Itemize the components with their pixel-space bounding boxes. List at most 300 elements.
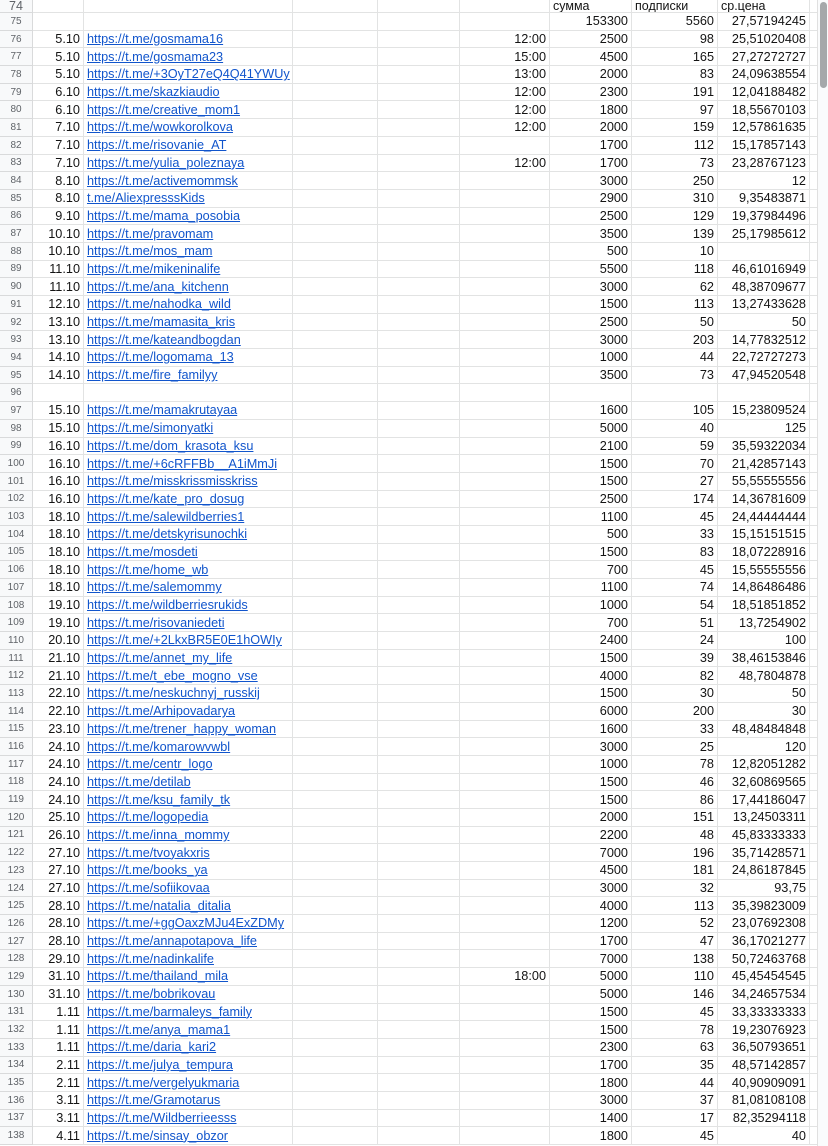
time-cell[interactable] — [460, 438, 550, 456]
subs-cell[interactable]: 98 — [632, 31, 718, 49]
row-header[interactable]: 114 — [0, 703, 33, 721]
url-cell[interactable] — [84, 614, 293, 632]
url-cell[interactable] — [84, 897, 293, 915]
row-header[interactable]: 100 — [0, 455, 33, 473]
row-header[interactable]: 90 — [0, 278, 33, 296]
date-cell[interactable]: 5.10 — [33, 66, 84, 84]
date-cell[interactable]: 6.10 — [33, 84, 84, 102]
empty-cell[interactable] — [293, 950, 378, 968]
empty-cell[interactable] — [378, 862, 460, 880]
subs-cell[interactable]: 44 — [632, 349, 718, 367]
time-cell[interactable] — [460, 986, 550, 1004]
sum-cell[interactable]: 1600 — [550, 721, 632, 739]
empty-cell[interactable] — [293, 420, 378, 438]
subs-cell[interactable]: 40 — [632, 420, 718, 438]
time-cell[interactable] — [460, 862, 550, 880]
empty-cell[interactable] — [378, 48, 460, 66]
url-cell[interactable] — [84, 420, 293, 438]
row-header[interactable]: 78 — [0, 66, 33, 84]
sum-cell[interactable]: 3500 — [550, 367, 632, 385]
time-cell[interactable]: 12:00 — [460, 155, 550, 173]
empty-cell[interactable] — [378, 243, 460, 261]
date-cell[interactable]: 9.10 — [33, 208, 84, 226]
empty-cell[interactable] — [378, 544, 460, 562]
date-cell[interactable] — [33, 384, 84, 402]
empty-cell[interactable] — [293, 1074, 378, 1092]
empty-cell[interactable] — [293, 774, 378, 792]
sum-cell[interactable]: 1500 — [550, 544, 632, 562]
empty-cell[interactable] — [293, 561, 378, 579]
url-cell[interactable] — [84, 774, 293, 792]
empty-cell[interactable] — [293, 632, 378, 650]
url-cell[interactable] — [84, 968, 293, 986]
url-cell[interactable] — [84, 84, 293, 102]
sum-cell[interactable]: 3000 — [550, 331, 632, 349]
subs-cell[interactable]: 48 — [632, 827, 718, 845]
empty-cell[interactable] — [293, 579, 378, 597]
price-cell[interactable]: 34,24657534 — [718, 986, 810, 1004]
date-cell[interactable]: 5.10 — [33, 48, 84, 66]
channel-link[interactable]: https://t.me/+6cRFFBb__A1iMmJi — [87, 456, 278, 471]
empty-cell[interactable] — [293, 597, 378, 615]
row-header[interactable]: 137 — [0, 1110, 33, 1128]
subs-cell[interactable]: 63 — [632, 1039, 718, 1057]
sum-cell[interactable]: 1200 — [550, 915, 632, 933]
empty-cell[interactable] — [293, 101, 378, 119]
subs-cell[interactable]: 78 — [632, 756, 718, 774]
date-cell[interactable]: 28.10 — [33, 933, 84, 951]
subs-cell[interactable]: 45 — [632, 508, 718, 526]
row-header[interactable]: 111 — [0, 650, 33, 668]
sum-cell[interactable]: 3000 — [550, 880, 632, 898]
sum-cell[interactable]: 5500 — [550, 261, 632, 279]
subs-cell[interactable]: 174 — [632, 491, 718, 509]
url-cell[interactable] — [84, 331, 293, 349]
price-cell[interactable]: 100 — [718, 632, 810, 650]
url-cell[interactable] — [84, 0, 293, 13]
channel-link[interactable]: https://t.me/neskuchnyj_russkij — [87, 686, 260, 701]
empty-cell[interactable] — [293, 208, 378, 226]
row-header[interactable]: 133 — [0, 1039, 33, 1057]
sum-cell[interactable]: 2000 — [550, 119, 632, 137]
empty-cell[interactable] — [378, 685, 460, 703]
subs-cell[interactable]: 73 — [632, 367, 718, 385]
subs-cell[interactable]: 37 — [632, 1092, 718, 1110]
time-cell[interactable] — [460, 278, 550, 296]
price-cell[interactable]: 13,7254902 — [718, 614, 810, 632]
time-cell[interactable]: 12:00 — [460, 84, 550, 102]
sum-cell[interactable]: 1000 — [550, 349, 632, 367]
sum-cell[interactable]: 1100 — [550, 579, 632, 597]
date-cell[interactable]: 2.11 — [33, 1057, 84, 1075]
sum-cell[interactable]: 1400 — [550, 1110, 632, 1128]
price-cell[interactable]: ср.цена — [718, 0, 810, 13]
price-cell[interactable]: 36,50793651 — [718, 1039, 810, 1057]
empty-cell[interactable] — [378, 721, 460, 739]
time-cell[interactable] — [460, 544, 550, 562]
row-header[interactable]: 131 — [0, 1004, 33, 1022]
channel-link[interactable]: https://t.me/salewildberries1 — [87, 509, 245, 524]
subs-cell[interactable]: 25 — [632, 738, 718, 756]
channel-link[interactable]: https://t.me/trener_happy_woman — [87, 721, 277, 736]
empty-cell[interactable] — [378, 986, 460, 1004]
empty-cell[interactable] — [293, 314, 378, 332]
row-header[interactable]: 124 — [0, 880, 33, 898]
empty-cell[interactable] — [378, 1021, 460, 1039]
time-cell[interactable] — [460, 331, 550, 349]
empty-cell[interactable] — [378, 1127, 460, 1145]
sum-cell[interactable]: 2500 — [550, 491, 632, 509]
price-cell[interactable]: 9,35483871 — [718, 190, 810, 208]
empty-cell[interactable] — [293, 844, 378, 862]
sum-cell[interactable]: 2000 — [550, 66, 632, 84]
row-header[interactable]: 120 — [0, 809, 33, 827]
subs-cell[interactable]: 45 — [632, 1004, 718, 1022]
channel-link[interactable]: https://t.me/+3OyT27eQ4Q41YWUy — [87, 67, 290, 82]
price-cell[interactable]: 19,23076923 — [718, 1021, 810, 1039]
empty-cell[interactable] — [378, 473, 460, 491]
subs-cell[interactable]: 33 — [632, 526, 718, 544]
empty-cell[interactable] — [378, 614, 460, 632]
date-cell[interactable]: 7.10 — [33, 155, 84, 173]
empty-cell[interactable] — [378, 314, 460, 332]
time-cell[interactable] — [460, 791, 550, 809]
price-cell[interactable]: 24,44444444 — [718, 508, 810, 526]
row-header[interactable]: 97 — [0, 402, 33, 420]
url-cell[interactable] — [84, 243, 293, 261]
time-cell[interactable] — [460, 455, 550, 473]
empty-cell[interactable] — [378, 137, 460, 155]
channel-link[interactable]: https://t.me/mos_mam — [87, 244, 213, 259]
url-cell[interactable] — [84, 986, 293, 1004]
empty-cell[interactable] — [378, 844, 460, 862]
time-cell[interactable] — [460, 844, 550, 862]
time-cell[interactable] — [460, 349, 550, 367]
row-header[interactable]: 128 — [0, 950, 33, 968]
price-cell[interactable]: 50,72463768 — [718, 950, 810, 968]
time-cell[interactable]: 13:00 — [460, 66, 550, 84]
row-header[interactable]: 91 — [0, 296, 33, 314]
empty-cell[interactable] — [293, 172, 378, 190]
url-cell[interactable] — [84, 119, 293, 137]
channel-link[interactable]: https://t.me/natalia_ditalia — [87, 898, 231, 913]
subs-cell[interactable]: 191 — [632, 84, 718, 102]
empty-cell[interactable] — [378, 155, 460, 173]
time-cell[interactable]: 12:00 — [460, 101, 550, 119]
subs-cell[interactable]: 10 — [632, 243, 718, 261]
empty-cell[interactable] — [293, 48, 378, 66]
empty-cell[interactable] — [293, 278, 378, 296]
time-cell[interactable] — [460, 13, 550, 31]
empty-cell[interactable] — [293, 862, 378, 880]
time-cell[interactable] — [460, 897, 550, 915]
sum-cell[interactable]: 1800 — [550, 1074, 632, 1092]
row-header[interactable]: 84 — [0, 172, 33, 190]
empty-cell[interactable] — [293, 721, 378, 739]
time-cell[interactable] — [460, 579, 550, 597]
subs-cell[interactable]: 33 — [632, 721, 718, 739]
channel-link[interactable]: https://t.me/annet_my_life — [87, 651, 233, 666]
price-cell[interactable]: 12,57861635 — [718, 119, 810, 137]
url-cell[interactable] — [84, 827, 293, 845]
row-header[interactable]: 87 — [0, 225, 33, 243]
channel-link[interactable]: https://t.me/simonyatki — [87, 421, 214, 436]
date-cell[interactable]: 18.10 — [33, 526, 84, 544]
date-cell[interactable]: 1.11 — [33, 1039, 84, 1057]
empty-cell[interactable] — [293, 155, 378, 173]
channel-link[interactable]: https://t.me/mosdeti — [87, 544, 198, 559]
subs-cell[interactable]: 74 — [632, 579, 718, 597]
time-cell[interactable] — [460, 384, 550, 402]
row-header[interactable]: 121 — [0, 827, 33, 845]
price-cell[interactable]: 27,27272727 — [718, 48, 810, 66]
subs-cell[interactable]: 165 — [632, 48, 718, 66]
date-cell[interactable]: 31.10 — [33, 986, 84, 1004]
url-cell[interactable] — [84, 438, 293, 456]
time-cell[interactable] — [460, 367, 550, 385]
sum-cell[interactable]: 5000 — [550, 968, 632, 986]
empty-cell[interactable] — [378, 172, 460, 190]
date-cell[interactable]: 5.10 — [33, 31, 84, 49]
channel-link[interactable]: https://t.me/misskrissmisskriss — [87, 474, 258, 489]
date-cell[interactable]: 22.10 — [33, 703, 84, 721]
time-cell[interactable] — [460, 1004, 550, 1022]
subs-cell[interactable]: 62 — [632, 278, 718, 296]
channel-link[interactable]: https://t.me/mamasita_kris — [87, 315, 236, 330]
row-header[interactable]: 83 — [0, 155, 33, 173]
empty-cell[interactable] — [378, 31, 460, 49]
sum-cell[interactable]: 2900 — [550, 190, 632, 208]
url-cell[interactable] — [84, 756, 293, 774]
row-header[interactable]: 123 — [0, 862, 33, 880]
date-cell[interactable]: 18.10 — [33, 579, 84, 597]
row-header[interactable]: 109 — [0, 614, 33, 632]
time-cell[interactable] — [460, 632, 550, 650]
sum-cell[interactable]: 1000 — [550, 756, 632, 774]
sum-cell[interactable]: 3000 — [550, 172, 632, 190]
row-header[interactable]: 99 — [0, 438, 33, 456]
empty-cell[interactable] — [378, 703, 460, 721]
price-cell[interactable]: 40,90909091 — [718, 1074, 810, 1092]
empty-cell[interactable] — [293, 1110, 378, 1128]
url-cell[interactable] — [84, 1021, 293, 1039]
subs-cell[interactable]: 83 — [632, 544, 718, 562]
empty-cell[interactable] — [378, 278, 460, 296]
subs-cell[interactable]: 113 — [632, 296, 718, 314]
price-cell[interactable]: 23,28767123 — [718, 155, 810, 173]
time-cell[interactable] — [460, 1092, 550, 1110]
channel-link[interactable]: https://t.me/salemommy — [87, 580, 222, 595]
sum-cell[interactable]: 1700 — [550, 933, 632, 951]
empty-cell[interactable] — [293, 526, 378, 544]
row-header[interactable]: 107 — [0, 579, 33, 597]
price-cell[interactable]: 45,83333333 — [718, 827, 810, 845]
subs-cell[interactable] — [632, 384, 718, 402]
price-cell[interactable]: 35,59322034 — [718, 438, 810, 456]
date-cell[interactable]: 4.11 — [33, 1127, 84, 1145]
row-header[interactable]: 122 — [0, 844, 33, 862]
date-cell[interactable]: 19.10 — [33, 597, 84, 615]
row-header[interactable]: 79 — [0, 84, 33, 102]
date-cell[interactable]: 22.10 — [33, 685, 84, 703]
channel-link[interactable]: https://t.me/tvoyakxris — [87, 845, 210, 860]
time-cell[interactable] — [460, 915, 550, 933]
empty-cell[interactable] — [293, 1004, 378, 1022]
date-cell[interactable]: 7.10 — [33, 119, 84, 137]
sum-cell[interactable]: 3000 — [550, 738, 632, 756]
date-cell[interactable]: 18.10 — [33, 508, 84, 526]
date-cell[interactable]: 28.10 — [33, 915, 84, 933]
price-cell[interactable]: 15,23809524 — [718, 402, 810, 420]
channel-link[interactable]: https://t.me/ksu_family_tk — [87, 792, 231, 807]
empty-cell[interactable] — [293, 1039, 378, 1057]
subs-cell[interactable]: 35 — [632, 1057, 718, 1075]
empty-cell[interactable] — [293, 1057, 378, 1075]
empty-cell[interactable] — [378, 667, 460, 685]
sum-cell[interactable]: 1800 — [550, 1127, 632, 1145]
time-cell[interactable] — [460, 208, 550, 226]
subs-cell[interactable]: 138 — [632, 950, 718, 968]
date-cell[interactable]: 3.11 — [33, 1110, 84, 1128]
empty-cell[interactable] — [293, 491, 378, 509]
url-cell[interactable] — [84, 208, 293, 226]
sum-cell[interactable]: 3500 — [550, 225, 632, 243]
row-header[interactable]: 96 — [0, 384, 33, 402]
empty-cell[interactable] — [293, 137, 378, 155]
url-cell[interactable] — [84, 1092, 293, 1110]
price-cell[interactable] — [718, 384, 810, 402]
time-cell[interactable] — [460, 809, 550, 827]
row-header[interactable]: 75 — [0, 13, 33, 31]
empty-cell[interactable] — [378, 491, 460, 509]
subs-cell[interactable]: 70 — [632, 455, 718, 473]
channel-link[interactable]: https://t.me/pravomam — [87, 226, 214, 241]
date-cell[interactable]: 27.10 — [33, 862, 84, 880]
empty-cell[interactable] — [378, 880, 460, 898]
empty-cell[interactable] — [293, 508, 378, 526]
date-cell[interactable]: 23.10 — [33, 721, 84, 739]
subs-cell[interactable]: 50 — [632, 314, 718, 332]
empty-cell[interactable] — [378, 1004, 460, 1022]
url-cell[interactable] — [84, 738, 293, 756]
empty-cell[interactable] — [293, 1127, 378, 1145]
date-cell[interactable]: 25.10 — [33, 809, 84, 827]
empty-cell[interactable] — [378, 0, 460, 13]
channel-link[interactable]: https://t.me/home_wb — [87, 562, 209, 577]
date-cell[interactable]: 6.10 — [33, 101, 84, 119]
price-cell[interactable]: 12 — [718, 172, 810, 190]
channel-link[interactable]: https://t.me/daria_kari2 — [87, 1040, 217, 1055]
time-cell[interactable] — [460, 491, 550, 509]
row-header[interactable]: 135 — [0, 1074, 33, 1092]
time-cell[interactable] — [460, 950, 550, 968]
channel-link[interactable]: https://t.me/detilab — [87, 774, 191, 789]
url-cell[interactable] — [84, 508, 293, 526]
row-header[interactable]: 88 — [0, 243, 33, 261]
price-cell[interactable]: 24,86187845 — [718, 862, 810, 880]
date-cell[interactable]: 29.10 — [33, 950, 84, 968]
price-cell[interactable]: 12,82051282 — [718, 756, 810, 774]
date-cell[interactable]: 2.11 — [33, 1074, 84, 1092]
price-cell[interactable]: 93,75 — [718, 880, 810, 898]
channel-link[interactable]: https://t.me/detskyrisunochki — [87, 527, 248, 542]
price-cell[interactable]: 18,51851852 — [718, 597, 810, 615]
channel-link[interactable]: https://t.me/mikeninalife — [87, 261, 221, 276]
subs-cell[interactable]: 47 — [632, 933, 718, 951]
url-cell[interactable] — [84, 1039, 293, 1057]
row-header[interactable]: 101 — [0, 473, 33, 491]
empty-cell[interactable] — [378, 738, 460, 756]
subs-cell[interactable]: 24 — [632, 632, 718, 650]
empty-cell[interactable] — [378, 101, 460, 119]
time-cell[interactable] — [460, 243, 550, 261]
sum-cell[interactable]: 1500 — [550, 774, 632, 792]
empty-cell[interactable] — [378, 66, 460, 84]
subs-cell[interactable]: 45 — [632, 561, 718, 579]
empty-cell[interactable] — [378, 526, 460, 544]
url-cell[interactable] — [84, 491, 293, 509]
subs-cell[interactable]: 44 — [632, 1074, 718, 1092]
row-header[interactable]: 82 — [0, 137, 33, 155]
subs-cell[interactable]: 46 — [632, 774, 718, 792]
url-cell[interactable] — [84, 402, 293, 420]
empty-cell[interactable] — [293, 243, 378, 261]
sum-cell[interactable]: 2300 — [550, 84, 632, 102]
sum-cell[interactable]: 1500 — [550, 1004, 632, 1022]
channel-link[interactable]: https://t.me/creative_mom1 — [87, 102, 241, 117]
date-cell[interactable]: 16.10 — [33, 455, 84, 473]
price-cell[interactable]: 14,86486486 — [718, 579, 810, 597]
sum-cell[interactable]: 7000 — [550, 844, 632, 862]
url-cell[interactable] — [84, 349, 293, 367]
url-cell[interactable] — [84, 155, 293, 173]
url-cell[interactable] — [84, 225, 293, 243]
channel-link[interactable]: https://t.me/julya_tempura — [87, 1057, 233, 1072]
row-header[interactable]: 129 — [0, 968, 33, 986]
empty-cell[interactable] — [378, 579, 460, 597]
empty-cell[interactable] — [378, 791, 460, 809]
date-cell[interactable]: 21.10 — [33, 667, 84, 685]
date-cell[interactable] — [33, 13, 84, 31]
price-cell[interactable]: 48,48484848 — [718, 721, 810, 739]
price-cell[interactable]: 35,71428571 — [718, 844, 810, 862]
empty-cell[interactable] — [378, 402, 460, 420]
empty-cell[interactable] — [293, 438, 378, 456]
url-cell[interactable] — [84, 455, 293, 473]
price-cell[interactable]: 45,45454545 — [718, 968, 810, 986]
time-cell[interactable] — [460, 1021, 550, 1039]
channel-link[interactable]: https://t.me/fire_familyy — [87, 368, 218, 383]
channel-link[interactable]: https://t.me/activemommsk — [87, 173, 238, 188]
date-cell[interactable] — [33, 0, 84, 13]
time-cell[interactable] — [460, 561, 550, 579]
date-cell[interactable]: 18.10 — [33, 544, 84, 562]
time-cell[interactable] — [460, 614, 550, 632]
subs-cell[interactable]: 59 — [632, 438, 718, 456]
empty-cell[interactable] — [293, 1021, 378, 1039]
sum-cell[interactable]: 500 — [550, 526, 632, 544]
row-header[interactable]: 125 — [0, 897, 33, 915]
time-cell[interactable] — [460, 1074, 550, 1092]
time-cell[interactable] — [460, 508, 550, 526]
url-cell[interactable] — [84, 721, 293, 739]
channel-link[interactable]: https://t.me/risovaniedeti — [87, 615, 225, 630]
empty-cell[interactable] — [378, 809, 460, 827]
url-cell[interactable] — [84, 544, 293, 562]
subs-cell[interactable]: 181 — [632, 862, 718, 880]
empty-cell[interactable] — [378, 632, 460, 650]
channel-link[interactable]: https://t.me/ana_kitchenn — [87, 279, 229, 294]
